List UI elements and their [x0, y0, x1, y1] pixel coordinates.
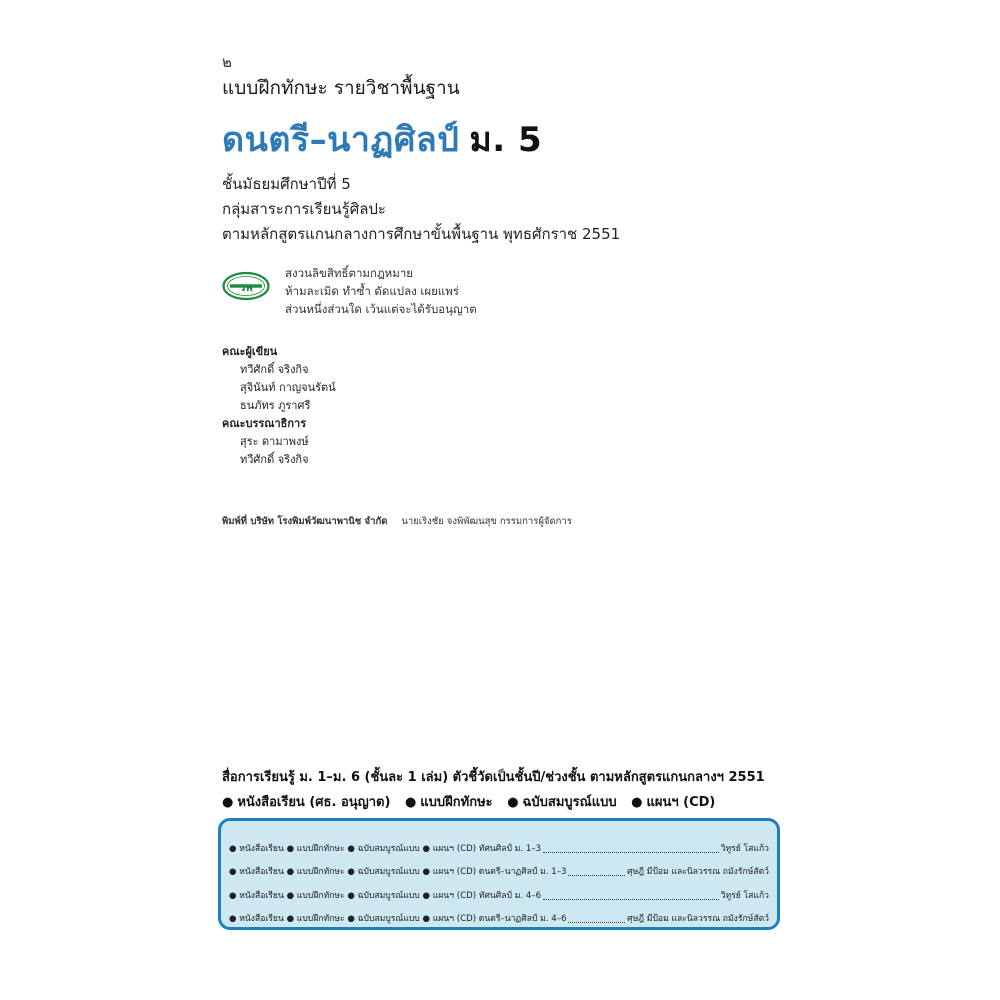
editors-heading: คณะบรรณาธิการ: [222, 417, 307, 430]
printer-line: [222, 514, 572, 529]
catalog-author: ศุษฎี มีป้อม และนิลวรรณ ถมังรักษ์สัตว์: [627, 867, 769, 877]
catalog-author: วิทูรย์ โสแก้ว: [720, 843, 769, 854]
related-books-catalog: [218, 818, 780, 930]
main-title: [222, 112, 542, 166]
media-type: แผนฯ (CD): [646, 795, 716, 810]
catalog-row: [229, 855, 769, 879]
copyright-line-2: ห้ามละเมิด ทำซ้ำ ดัดแปลง เผยแพร่: [285, 284, 459, 298]
catalog-author: วิทูรย์ โสแก้ว: [720, 890, 769, 901]
series-title: แบบฝึกทักษะ รายวิชาพื้นฐาน: [222, 77, 460, 99]
catalog-row: [229, 902, 769, 926]
media-type: แบบฝึกทักษะ: [420, 795, 493, 810]
media-type: หนังสือเรียน (ศธ. อนุญาต): [237, 795, 391, 810]
logo-text: วพ: [239, 281, 253, 294]
authors-heading: คณะผู้เขียน: [222, 345, 278, 358]
catalog-author: ศุษฎี มีป้อม และนิลวรรณ ถมังรักษ์สัตว์: [627, 914, 769, 924]
media-type: ฉบับสมบูรณ์แบบ: [522, 795, 617, 810]
bullet-icon: ●: [222, 795, 234, 810]
leader-dots: [543, 852, 719, 853]
editor-name: ทวีศักดิ์ จริงกิจ: [240, 453, 309, 466]
catalog-description: ● หนังสือเรียน ● แบบฝึกทักษะ ● ฉบับสมบูรณ์แบบ ● แผนฯ (CD) ดนตรี–นาฏศิลป์ ม. 1–3: [229, 867, 567, 877]
bullet-icon: ●: [631, 795, 643, 810]
editor-name: สุระ ดามาพงษ์: [240, 435, 309, 448]
media-types: [222, 791, 725, 812]
author-name: ธนภัทร ภูราศรี: [240, 399, 311, 412]
catalog-row: [229, 878, 769, 902]
author-name: สุจินันท์ กาญจนรัตน์: [240, 381, 336, 394]
grade-title: ม. 5: [469, 120, 543, 160]
leader-dots: [543, 899, 719, 900]
credits: [222, 343, 336, 469]
printer-director: นายเริงชัย จงพิพัฒนสุข กรรมการผู้จัดการ: [401, 516, 572, 527]
subject-title: ดนตรี–นาฏศิลป์: [222, 120, 460, 160]
publisher-logo-icon: [222, 271, 270, 301]
media-series-title: สื่อการเรียนรู้ ม. 1–ม. 6 (ชั้นละ 1 เล่ม) ตัวชี้วัดเป็นชั้นปี/ช่วงชั้น ตามหลักสูตรแกนกลางฯ 2551: [222, 770, 765, 785]
curriculum-line: ตามหลักสูตรแกนกลางการศึกษาขั้นพื้นฐาน พุทธศักราช 2551: [222, 225, 621, 243]
leader-dots: [568, 875, 625, 876]
printer-name: พิมพ์ที่ บริษัท โรงพิมพ์วัฒนาพานิช จำกัด: [222, 516, 388, 527]
catalog-description: ● หนังสือเรียน ● แบบฝึกทักษะ ● ฉบับสมบูรณ์แบบ ● แผนฯ (CD) ดนตรี–นาฏศิลป์ ม. 4–6: [229, 914, 567, 924]
page-number: ๒: [222, 53, 232, 71]
catalog-description: ● หนังสือเรียน ● แบบฝึกทักษะ ● ฉบับสมบูรณ์แบบ ● แผนฯ (CD) ทัศนศิลป์ ม. 1–3: [229, 843, 542, 854]
catalog-description: ● หนังสือเรียน ● แบบฝึกทักษะ ● ฉบับสมบูรณ์แบบ ● แผนฯ (CD) ทัศนศิลป์ ม. 4–6: [229, 890, 542, 901]
grade-line: ชั้นมัธยมศึกษาปีที่ 5: [222, 175, 351, 193]
bullet-icon: ●: [507, 795, 519, 810]
copyright-line-3: ส่วนหนึ่งส่วนใด เว้นแต่จะได้รับอนุญาต: [285, 302, 477, 316]
leader-dots: [568, 922, 625, 923]
author-name: ทวีศักดิ์ จริงกิจ: [240, 363, 309, 376]
copyright-line-1: สงวนลิขสิทธิ์ตามกฎหมาย: [285, 266, 414, 280]
catalog-row: [229, 831, 769, 855]
bullet-icon: ●: [404, 795, 417, 810]
learning-group-line: กลุ่มสาระการเรียนรู้ศิลปะ: [222, 200, 386, 218]
copyright-notice: [285, 264, 477, 318]
